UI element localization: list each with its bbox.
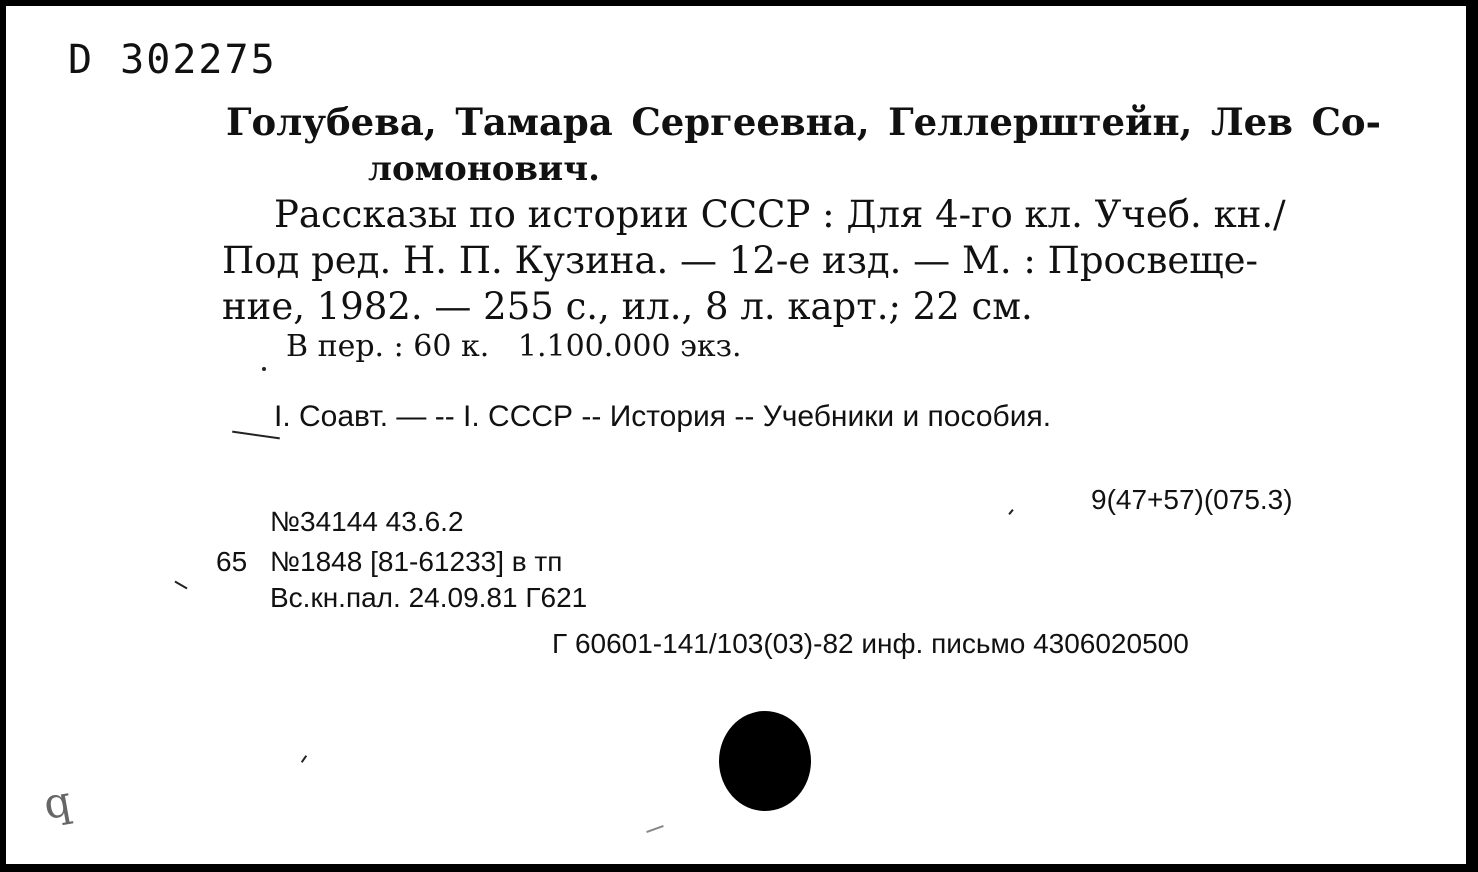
stray-mark <box>1008 509 1013 515</box>
author-word: Со- <box>1311 100 1381 144</box>
description-line-1: Рассказы по истории СССР : Для 4-го кл. Учеб. кн./ <box>274 193 1286 236</box>
stray-mark <box>262 367 266 371</box>
call-number: D 302275 <box>68 37 277 83</box>
author-word: Геллерштейн, <box>888 100 1193 144</box>
catalog-card <box>6 6 1466 864</box>
classification-index: 9(47+57)(075.3) <box>1091 484 1293 515</box>
author-word: Лев <box>1210 100 1293 144</box>
description-line-3: ние, 1982. — 255 с., ил., 8 л. карт.; 22 см. <box>222 285 1033 328</box>
author-word: Сергеевна, <box>631 100 870 144</box>
underline-mark <box>232 431 280 440</box>
stray-mark <box>646 825 664 833</box>
stray-mark <box>301 755 307 763</box>
price-line: В пер. : 60 к. 1.100.000 экз. <box>286 329 742 364</box>
book-chamber-line: Вс.кн.пал. 24.09.81 Г621 <box>270 582 588 613</box>
author-word: Тамара <box>455 100 613 144</box>
description-line-2: Под ред. Н. П. Кузина. — 12-е изд. — М. : Просвеще- <box>222 239 1259 282</box>
tracings-line: I. Соавт. — -- I. СССР -- История -- Учебники и пособия. <box>274 400 1052 433</box>
order-number: №1848 [81-61233] в тп <box>270 546 563 577</box>
author-word: Голубева, <box>226 100 437 144</box>
index-line: Г 60601-141/103(03)-82 инф. письмо 4306020500 <box>552 628 1189 659</box>
stray-mark <box>174 581 187 590</box>
punch-hole <box>719 711 811 811</box>
authors-line-1 <box>226 100 1381 144</box>
authors-line-2: ломонович. <box>368 149 600 189</box>
card-count: 65 <box>216 546 248 577</box>
registration-number: №34144 43.6.2 <box>270 506 464 537</box>
corner-mark: q <box>39 776 75 829</box>
